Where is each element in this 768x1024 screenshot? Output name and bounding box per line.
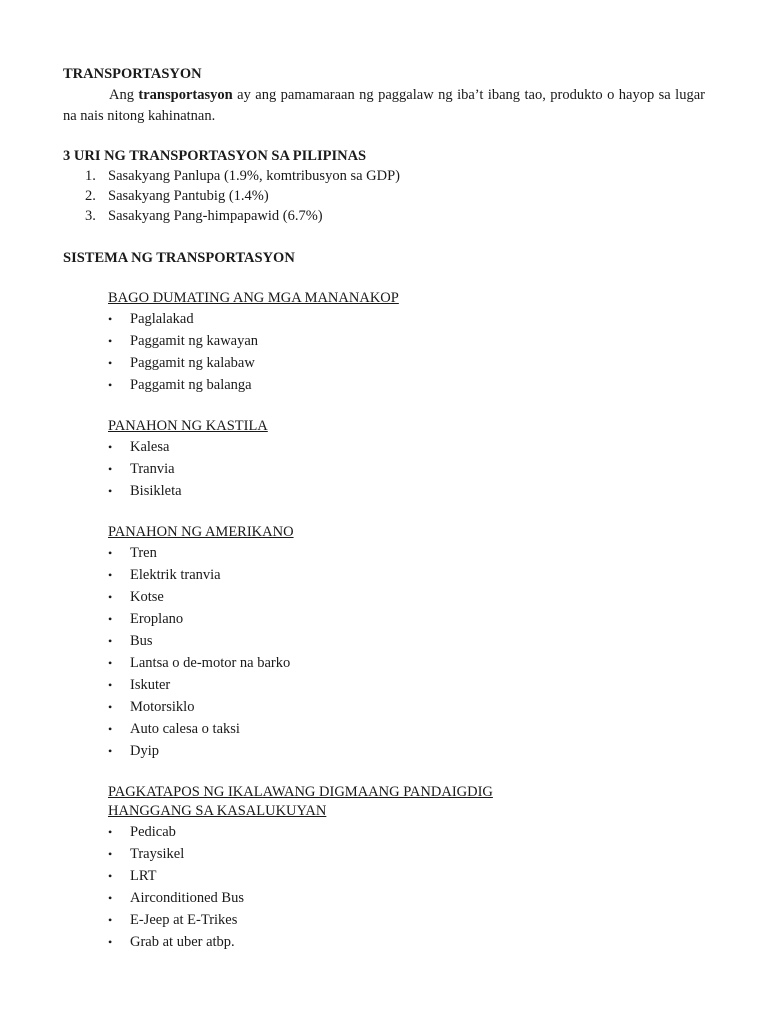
bullet-icon: • xyxy=(108,891,113,905)
types-list xyxy=(63,166,705,226)
bullet-icon: • xyxy=(108,462,113,476)
list-item xyxy=(108,909,705,931)
bullet-icon: • xyxy=(108,700,113,714)
bullet-icon: • xyxy=(108,913,113,927)
bullet-icon: • xyxy=(108,612,113,626)
list-item-label: Airconditioned Bus xyxy=(130,890,244,906)
list-item xyxy=(108,308,705,330)
bullet-icon: • xyxy=(108,484,113,498)
section-list xyxy=(108,308,705,396)
list-item-label: Lantsa o de-motor na barko xyxy=(130,655,291,671)
bullet-icon: • xyxy=(108,356,113,370)
list-item-label: Auto calesa o taksi xyxy=(130,721,240,737)
section-heading: PANAHON NG KASTILA xyxy=(108,418,268,434)
list-item xyxy=(108,630,705,652)
list-item xyxy=(108,821,705,843)
intro-rest: ay ang pamamaraan ng paggalaw ng iba’t ibang tao, produkto o hayop sa lugar na nais nitong kahinatnan. xyxy=(63,87,705,124)
section-spanish-era xyxy=(108,417,705,502)
section-heading: BAGO DUMATING ANG MGA MANANAKOP xyxy=(108,290,399,306)
list-item xyxy=(108,586,705,608)
list-item xyxy=(108,843,705,865)
section-heading-line: PAGKATAPOS NG IKALAWANG DIGMAANG PANDAIGDIG xyxy=(108,784,493,800)
list-item xyxy=(108,480,705,502)
types-list-item xyxy=(63,166,705,186)
types-item-label: Sasakyang Pantubig (1.4%) xyxy=(108,188,269,204)
list-item-label: Grab at uber atbp. xyxy=(130,934,235,950)
list-item-label: Elektrik tranvia xyxy=(130,567,221,583)
list-item-label: Paglalakad xyxy=(130,311,194,327)
list-item-label: Paggamit ng kalabaw xyxy=(130,355,255,371)
types-item-label: Sasakyang Panlupa (1.9%, komtribusyon sa GDP) xyxy=(108,168,400,184)
list-item-label: Kotse xyxy=(130,589,164,605)
bullet-icon: • xyxy=(108,744,113,758)
document-page xyxy=(63,64,705,953)
list-item xyxy=(108,458,705,480)
list-item xyxy=(108,887,705,909)
bullet-icon: • xyxy=(108,334,113,348)
list-item xyxy=(108,330,705,352)
types-list-item xyxy=(63,206,705,226)
list-item xyxy=(108,718,705,740)
list-item xyxy=(108,865,705,887)
intro-term: transportasyon xyxy=(138,87,233,103)
list-item xyxy=(108,674,705,696)
list-item-label: Motorsiklo xyxy=(130,699,195,715)
types-list-item xyxy=(63,186,705,206)
bullet-icon: • xyxy=(108,312,113,326)
bullet-icon: • xyxy=(108,722,113,736)
section-post-war xyxy=(108,783,705,953)
list-item-label: Bisikleta xyxy=(130,483,182,499)
list-item xyxy=(108,564,705,586)
list-item xyxy=(108,608,705,630)
section-pre-colonial xyxy=(108,289,705,396)
intro-prefix: Ang xyxy=(109,87,139,103)
list-item-label: Tranvia xyxy=(130,461,175,477)
list-item xyxy=(108,352,705,374)
section-heading-line: HANGGANG SA KASALUKUYAN xyxy=(108,803,327,819)
list-item-label: Tren xyxy=(130,545,157,561)
bullet-icon: • xyxy=(108,568,113,582)
list-item-label: Paggamit ng balanga xyxy=(130,377,252,393)
list-item xyxy=(108,652,705,674)
list-item-label: E-Jeep at E-Trikes xyxy=(130,912,238,928)
list-item-label: Traysikel xyxy=(130,846,185,862)
list-item-label: Pedicab xyxy=(130,824,176,840)
list-item-label: Bus xyxy=(130,633,153,649)
list-item xyxy=(108,740,705,762)
section-american-era xyxy=(108,523,705,762)
bullet-icon: • xyxy=(108,440,113,454)
list-item xyxy=(108,696,705,718)
bullet-icon: • xyxy=(108,869,113,883)
list-item-label: Eroplano xyxy=(130,611,184,627)
bullet-icon: • xyxy=(108,935,113,949)
list-item xyxy=(108,931,705,953)
list-item-label: Paggamit ng kawayan xyxy=(130,333,259,349)
list-item-label: Kalesa xyxy=(130,439,170,455)
list-item-label: Dyip xyxy=(130,743,159,759)
list-item-label: Iskuter xyxy=(130,677,171,693)
types-item-number: 1. xyxy=(85,168,96,184)
bullet-icon: • xyxy=(108,590,113,604)
list-item-label: LRT xyxy=(130,868,157,884)
bullet-icon: • xyxy=(108,847,113,861)
types-item-number: 2. xyxy=(85,188,96,204)
types-item-label: Sasakyang Pang-himpapawid (6.7%) xyxy=(108,208,323,224)
section-list xyxy=(108,436,705,502)
types-heading: 3 URI NG TRANSPORTASYON SA PILIPINAS xyxy=(63,148,367,164)
document-title: TRANSPORTASYON xyxy=(63,66,202,82)
bullet-icon: • xyxy=(108,378,113,392)
bullet-icon: • xyxy=(108,546,113,560)
section-heading: PANAHON NG AMERIKANO xyxy=(108,524,294,540)
section-list xyxy=(108,542,705,762)
list-item xyxy=(108,542,705,564)
intro-paragraph xyxy=(63,85,705,127)
list-item xyxy=(108,374,705,396)
section-list xyxy=(108,821,705,953)
types-item-number: 3. xyxy=(85,208,96,224)
list-item xyxy=(108,436,705,458)
bullet-icon: • xyxy=(108,825,113,839)
bullet-icon: • xyxy=(108,678,113,692)
bullet-icon: • xyxy=(108,634,113,648)
system-heading: SISTEMA NG TRANSPORTASYON xyxy=(63,250,295,266)
bullet-icon: • xyxy=(108,656,113,670)
